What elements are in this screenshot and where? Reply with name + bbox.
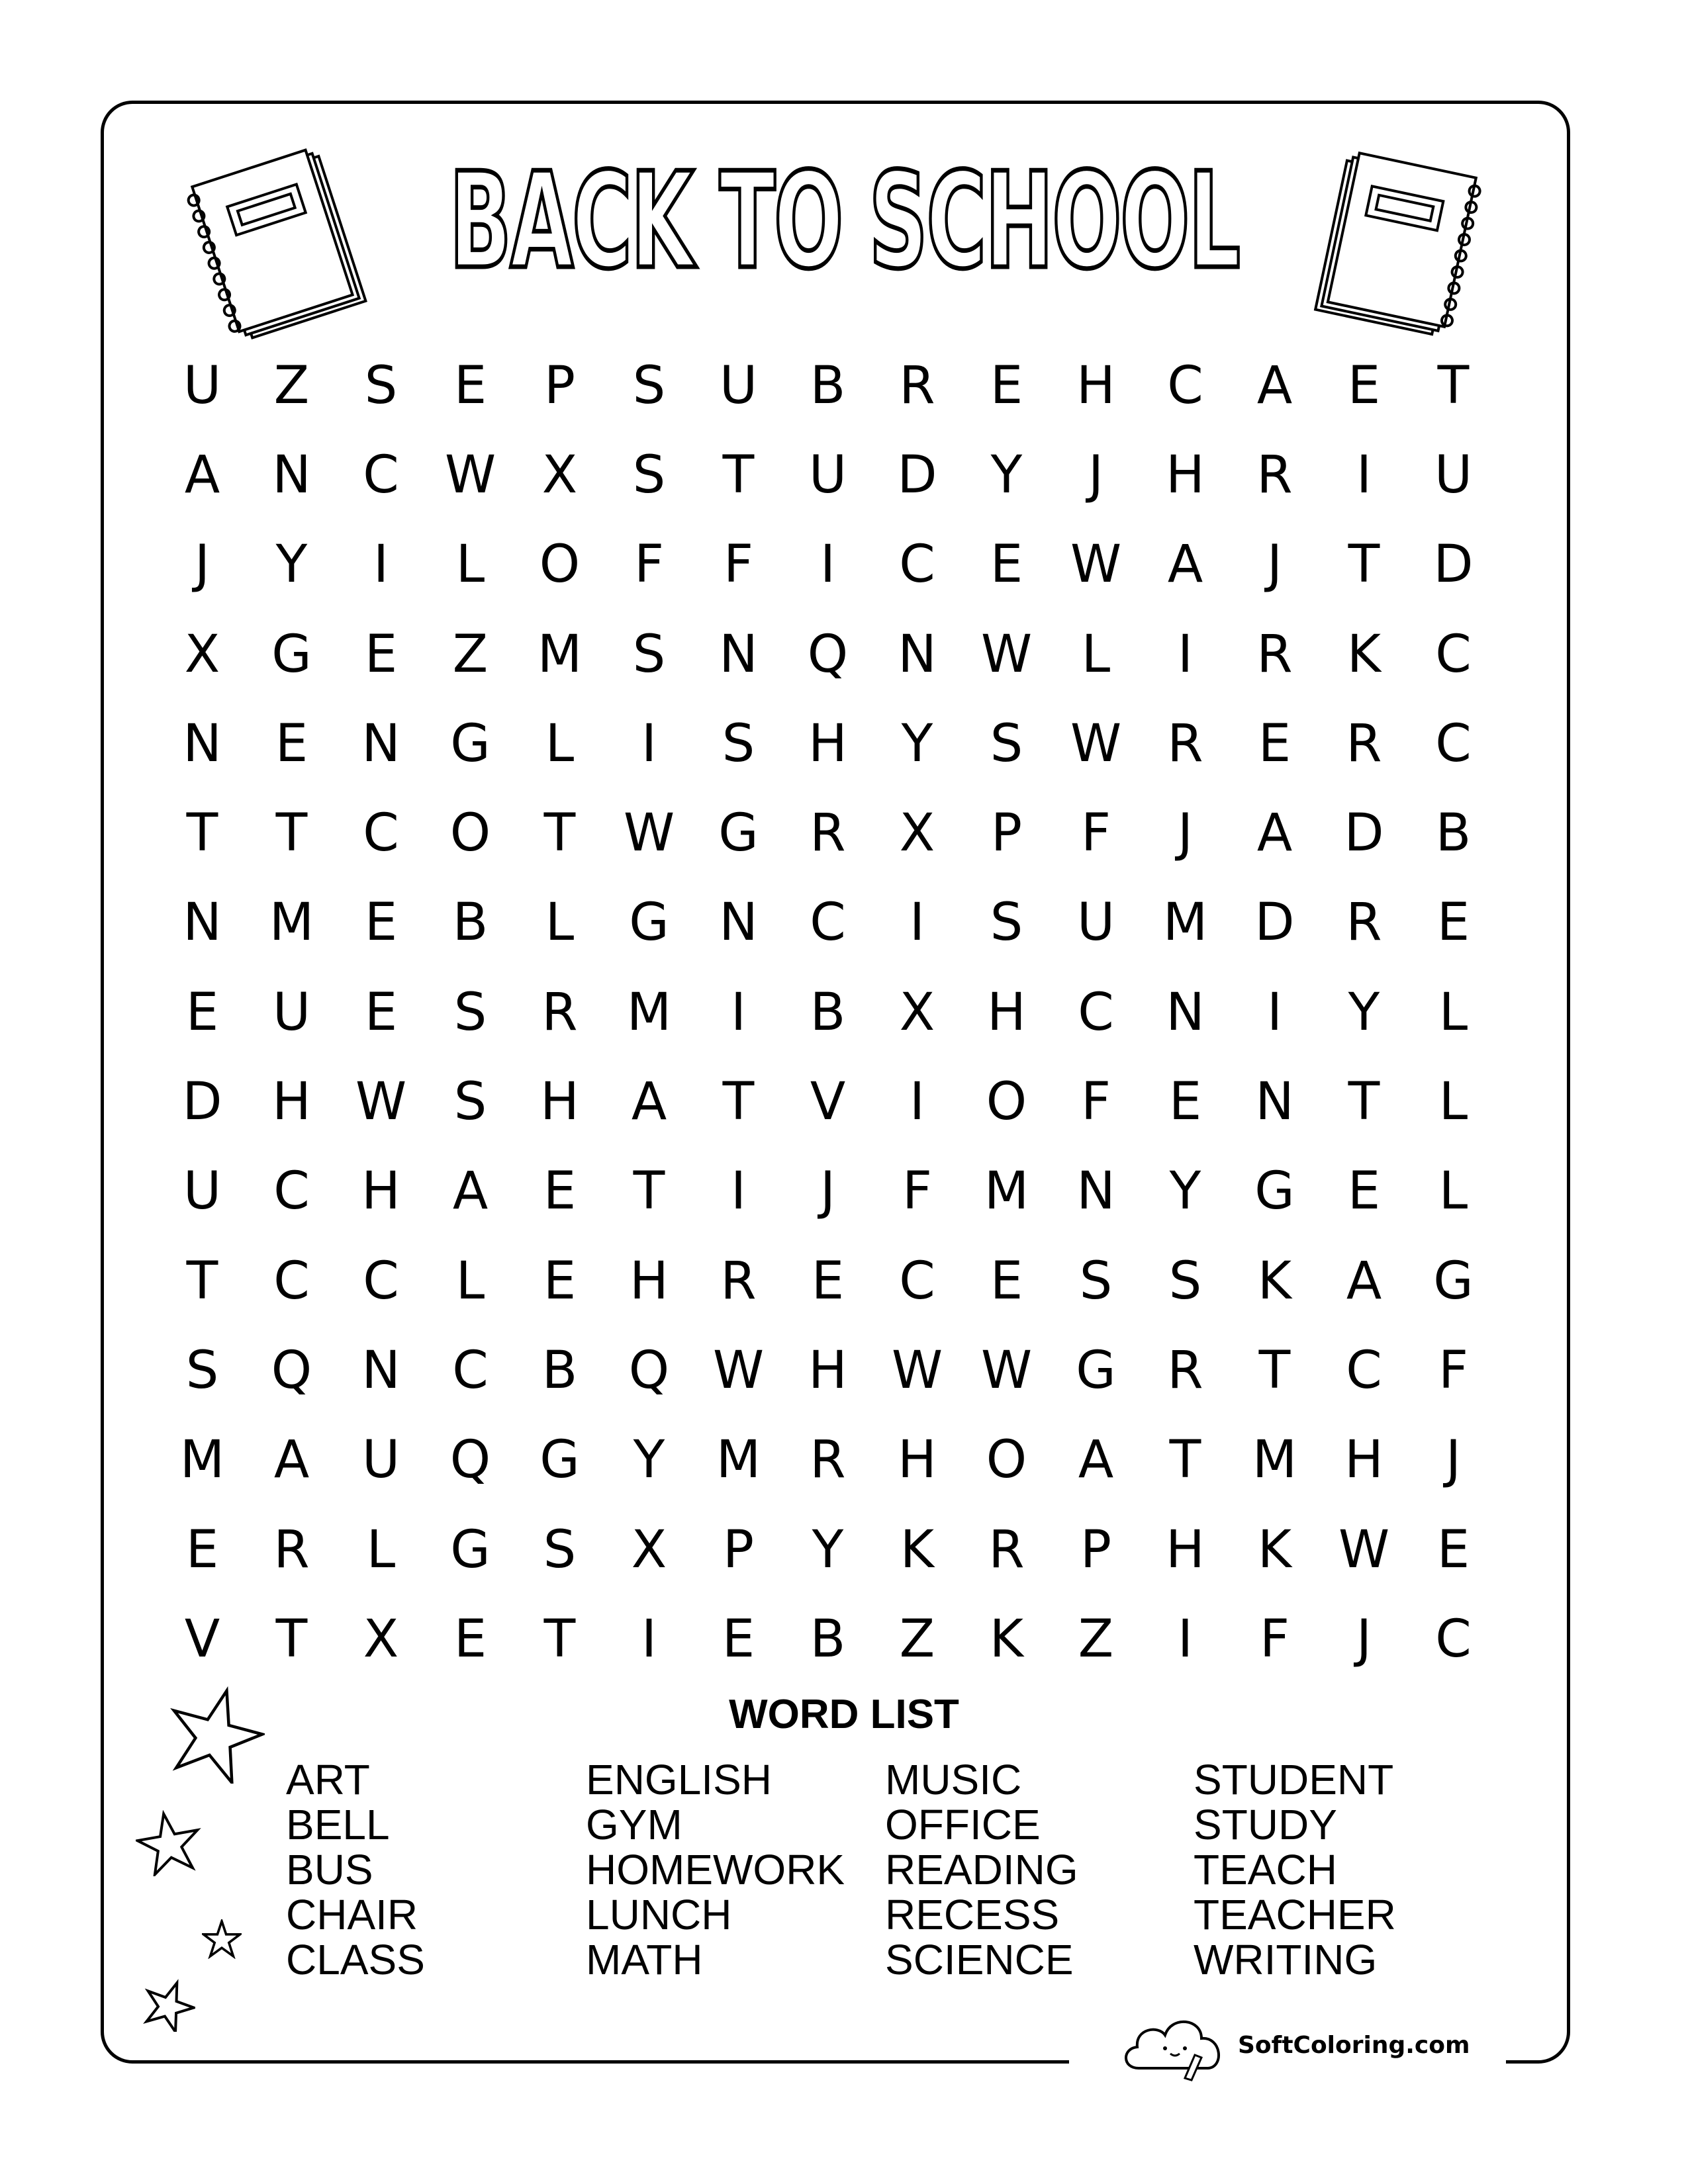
grid-letter: B bbox=[1435, 803, 1472, 864]
grid-letter: H bbox=[361, 1161, 400, 1222]
grid-letter: U bbox=[272, 982, 311, 1042]
grid-letter: J bbox=[1088, 445, 1103, 505]
grid-letter: G bbox=[450, 1520, 491, 1580]
grid-letter: Y bbox=[812, 1520, 844, 1580]
grid-letter: T bbox=[186, 1251, 218, 1311]
grid-letter: N bbox=[1076, 1161, 1115, 1222]
grid-letter: P bbox=[543, 355, 576, 416]
grid-letter: R bbox=[541, 982, 578, 1042]
grid-letter: W bbox=[355, 1072, 407, 1132]
grid-letter: Y bbox=[1348, 982, 1380, 1042]
grid-letter: D bbox=[1344, 803, 1384, 864]
grid-letter: E bbox=[543, 1161, 577, 1222]
grid-letter: E bbox=[185, 982, 219, 1042]
grid-letter: A bbox=[1256, 355, 1293, 416]
grid-letter: C bbox=[899, 1251, 935, 1311]
grid-letter: L bbox=[455, 1251, 485, 1311]
grid-letter: P bbox=[990, 803, 1023, 864]
grid-letter: L bbox=[455, 535, 485, 595]
logo-text: SoftColoring.com bbox=[1238, 2031, 1470, 2059]
grid-letter: X bbox=[899, 803, 935, 864]
grid-letter: E bbox=[1347, 1161, 1381, 1222]
grid-letter: T bbox=[543, 803, 576, 864]
grid-letter: F bbox=[1260, 1609, 1289, 1669]
grid-letter: B bbox=[452, 893, 489, 953]
grid-letter: R bbox=[1256, 445, 1293, 505]
grid-letter: D bbox=[1254, 893, 1295, 953]
grid-letter: A bbox=[1078, 1430, 1114, 1490]
grid-letter: G bbox=[271, 624, 312, 684]
grid-letter: L bbox=[1438, 1161, 1468, 1222]
grid-letter: T bbox=[275, 803, 308, 864]
grid-letter: D bbox=[897, 445, 937, 505]
grid-letter: N bbox=[719, 624, 758, 684]
word-item: GYM bbox=[586, 1801, 682, 1848]
grid-letter: O bbox=[449, 803, 491, 864]
grid-letter: R bbox=[1346, 893, 1382, 953]
word-item: TEACHER bbox=[1194, 1891, 1396, 1938]
grid-letter: A bbox=[184, 445, 220, 505]
word-item: WRITING bbox=[1194, 1936, 1378, 1983]
grid-letter: H bbox=[540, 1072, 579, 1132]
grid-letter: E bbox=[364, 982, 398, 1042]
grid-letter: J bbox=[820, 1161, 835, 1222]
grid-letter: L bbox=[545, 713, 575, 774]
grid-letter: Y bbox=[901, 713, 933, 774]
grid-letter: C bbox=[1435, 1609, 1472, 1669]
grid-letter: E bbox=[722, 1609, 755, 1669]
grid-letter: I bbox=[730, 1161, 746, 1222]
grid-letter: S bbox=[1168, 1251, 1202, 1311]
grid-letter: R bbox=[1167, 713, 1203, 774]
grid-letter: N bbox=[183, 893, 222, 953]
grid-letter: T bbox=[1348, 1072, 1380, 1132]
grid-letter: R bbox=[1346, 713, 1382, 774]
word-item: MUSIC bbox=[885, 1756, 1022, 1803]
grid-letter: M bbox=[626, 982, 672, 1042]
word-item: ENGLISH bbox=[586, 1756, 772, 1803]
grid-letter: H bbox=[1166, 1520, 1205, 1580]
cloud-pencil-icon bbox=[1119, 2009, 1231, 2081]
grid-letter: H bbox=[630, 1251, 669, 1311]
grid-letter: E bbox=[811, 1251, 845, 1311]
grid-letter: M bbox=[1252, 1430, 1297, 1490]
grid-letter: P bbox=[722, 1520, 755, 1580]
grid-letter: L bbox=[545, 893, 575, 953]
grid-letter: H bbox=[1166, 445, 1205, 505]
grid-letter: N bbox=[361, 713, 400, 774]
grid-letter: G bbox=[450, 713, 491, 774]
grid-letter: S bbox=[1079, 1251, 1113, 1311]
grid-letter: U bbox=[808, 445, 847, 505]
grid-letter: T bbox=[1348, 535, 1380, 595]
grid-letter: N bbox=[719, 893, 758, 953]
grid-letter: I bbox=[909, 893, 925, 953]
grid-letter: T bbox=[1437, 355, 1470, 416]
grid-letter: N bbox=[361, 1340, 400, 1400]
grid-letter: N bbox=[272, 445, 311, 505]
grid-letter: L bbox=[1438, 982, 1468, 1042]
grid-letter: C bbox=[273, 1161, 310, 1222]
grid-letter: W bbox=[1070, 713, 1122, 774]
word-item: RECESS bbox=[885, 1891, 1060, 1938]
grid-letter: I bbox=[641, 1609, 657, 1669]
grid-letter: U bbox=[719, 355, 758, 416]
grid-letter: D bbox=[182, 1072, 222, 1132]
grid-letter: Y bbox=[990, 445, 1023, 505]
grid-letter: I bbox=[820, 535, 835, 595]
grid-letter: C bbox=[899, 535, 935, 595]
grid-letter: I bbox=[730, 982, 746, 1042]
grid-letter: Z bbox=[1078, 1609, 1114, 1669]
grid-letter: R bbox=[720, 1251, 757, 1311]
grid-letter: I bbox=[641, 713, 657, 774]
grid-letter: E bbox=[453, 1609, 487, 1669]
grid-letter: G bbox=[1433, 1251, 1474, 1311]
grid-letter: E bbox=[453, 355, 487, 416]
grid-letter: U bbox=[1434, 445, 1473, 505]
grid-letter: R bbox=[1167, 1340, 1203, 1400]
grid-letter: Y bbox=[633, 1430, 665, 1490]
grid-letter: M bbox=[537, 624, 583, 684]
grid-letter: S bbox=[990, 713, 1023, 774]
grid-letter: A bbox=[1256, 803, 1293, 864]
grid-letter: F bbox=[1081, 1072, 1111, 1132]
grid-letter: S bbox=[632, 355, 666, 416]
grid-letter: G bbox=[1254, 1161, 1295, 1222]
grid-letter: B bbox=[810, 982, 846, 1042]
grid-letter: R bbox=[988, 1520, 1025, 1580]
grid-letter: I bbox=[909, 1072, 925, 1132]
grid-letter: F bbox=[902, 1161, 932, 1222]
grid-letter: X bbox=[631, 1520, 667, 1580]
grid-letter: C bbox=[1435, 624, 1472, 684]
word-item: TEACH bbox=[1194, 1846, 1337, 1893]
grid-letter: C bbox=[1346, 1340, 1382, 1400]
grid-letter: W bbox=[980, 624, 1033, 684]
grid-letter: V bbox=[184, 1609, 220, 1669]
word-item: OFFICE bbox=[885, 1801, 1041, 1848]
grid-letter: B bbox=[541, 1340, 578, 1400]
grid-letter: J bbox=[1177, 803, 1193, 864]
grid-letter: I bbox=[1177, 624, 1193, 684]
grid-letter: I bbox=[373, 535, 389, 595]
grid-letter: M bbox=[179, 1430, 225, 1490]
grid-letter: L bbox=[1081, 624, 1111, 684]
grid-letter: N bbox=[1255, 1072, 1294, 1132]
grid-letter: T bbox=[722, 1072, 755, 1132]
grid-letter: S bbox=[453, 1072, 487, 1132]
word-item: STUDY bbox=[1194, 1801, 1337, 1848]
grid-letter: N bbox=[1166, 982, 1205, 1042]
word-item: READING bbox=[885, 1846, 1078, 1893]
grid-letter: H bbox=[1344, 1430, 1383, 1490]
grid-letter: H bbox=[1076, 355, 1115, 416]
grid-letter: E bbox=[364, 624, 398, 684]
grid-letter: E bbox=[275, 713, 308, 774]
word-list-column bbox=[885, 1757, 1078, 1982]
grid-letter: E bbox=[185, 1520, 219, 1580]
site-logo bbox=[1119, 2009, 1470, 2081]
grid-letter: W bbox=[1070, 535, 1122, 595]
word-item: LUNCH bbox=[586, 1891, 732, 1938]
grid-letter: H bbox=[808, 713, 847, 774]
grid-letter: S bbox=[632, 445, 666, 505]
grid-letter: L bbox=[1438, 1072, 1468, 1132]
grid-letter: U bbox=[183, 1161, 222, 1222]
grid-letter: E bbox=[990, 1251, 1023, 1311]
grid-letter: R bbox=[899, 355, 935, 416]
grid-letter: Y bbox=[275, 535, 308, 595]
grid-letter: W bbox=[712, 1340, 765, 1400]
grid-letter: C bbox=[810, 893, 846, 953]
grid-letter: X bbox=[363, 1609, 399, 1669]
grid-letter: E bbox=[990, 535, 1023, 595]
word-item: BUS bbox=[286, 1846, 373, 1893]
grid-letter: W bbox=[444, 445, 496, 505]
grid-letter: C bbox=[273, 1251, 310, 1311]
grid-letter: T bbox=[543, 1609, 576, 1669]
grid-letter: R bbox=[810, 1430, 846, 1490]
grid-letter: G bbox=[629, 893, 669, 953]
grid-letter: H bbox=[987, 982, 1026, 1042]
grid-letter: H bbox=[808, 1340, 847, 1400]
grid-letter: M bbox=[1162, 893, 1208, 953]
grid-letter: X bbox=[184, 624, 220, 684]
grid-letter: S bbox=[543, 1520, 577, 1580]
grid-letter: N bbox=[898, 624, 937, 684]
grid-letter: T bbox=[186, 803, 218, 864]
grid-letter: G bbox=[1076, 1340, 1116, 1400]
grid-letter: A bbox=[631, 1072, 667, 1132]
grid-letter: M bbox=[269, 893, 314, 953]
grid-letter: M bbox=[716, 1430, 761, 1490]
grid-letter: S bbox=[722, 713, 755, 774]
grid-letter: D bbox=[1433, 535, 1474, 595]
word-item: STUDENT bbox=[1194, 1756, 1394, 1803]
grid-letter: C bbox=[1435, 713, 1472, 774]
grid-letter: W bbox=[891, 1340, 943, 1400]
grid-letter: U bbox=[1076, 893, 1115, 953]
grid-letter: N bbox=[183, 713, 222, 774]
grid-letter: C bbox=[1078, 982, 1114, 1042]
word-list-heading: WORD LIST bbox=[729, 1692, 959, 1737]
grid-letter: E bbox=[364, 893, 398, 953]
grid-letter: W bbox=[1338, 1520, 1390, 1580]
grid-letter: X bbox=[541, 445, 578, 505]
grid-letter: J bbox=[1356, 1609, 1372, 1669]
word-item: MATH bbox=[586, 1936, 703, 1983]
grid-letter: E bbox=[1436, 893, 1470, 953]
grid-letter: A bbox=[273, 1430, 310, 1490]
grid-letter: T bbox=[275, 1609, 308, 1669]
grid-letter: Z bbox=[452, 624, 489, 684]
grid-letter: A bbox=[452, 1161, 489, 1222]
grid-letter: E bbox=[1436, 1520, 1470, 1580]
grid-letter: T bbox=[722, 445, 755, 505]
grid-letter: J bbox=[1445, 1430, 1461, 1490]
grid-letter: S bbox=[185, 1340, 219, 1400]
grid-letter: O bbox=[986, 1072, 1027, 1132]
grid-letter: C bbox=[363, 445, 399, 505]
star-icon bbox=[202, 1919, 242, 1959]
grid-letter: H bbox=[272, 1072, 311, 1132]
grid-letter: G bbox=[539, 1430, 580, 1490]
grid-letter: G bbox=[718, 803, 759, 864]
word-item: SCIENCE bbox=[885, 1936, 1074, 1983]
star-icon bbox=[142, 1979, 195, 2032]
grid-letter: Z bbox=[273, 355, 310, 416]
grid-letter: J bbox=[194, 535, 210, 595]
grid-letter: W bbox=[623, 803, 675, 864]
grid-letter: K bbox=[1346, 624, 1382, 684]
grid-letter: S bbox=[990, 893, 1023, 953]
grid-letter: F bbox=[1438, 1340, 1468, 1400]
grid-letter: C bbox=[363, 803, 399, 864]
grid-letter: S bbox=[364, 355, 398, 416]
grid-letter: T bbox=[1169, 1430, 1201, 1490]
grid-letter: S bbox=[453, 982, 487, 1042]
grid-letter: J bbox=[1266, 535, 1282, 595]
star-icon bbox=[136, 1810, 202, 1876]
grid-letter: K bbox=[900, 1520, 935, 1580]
word-list-column bbox=[286, 1757, 425, 1982]
grid-letter: A bbox=[1167, 535, 1203, 595]
grid-letter: K bbox=[989, 1609, 1024, 1669]
grid-letter: R bbox=[1256, 624, 1293, 684]
grid-letter: S bbox=[632, 624, 666, 684]
grid-letter: E bbox=[1258, 713, 1291, 774]
grid-letter: I bbox=[1356, 445, 1372, 505]
grid-letter: L bbox=[366, 1520, 396, 1580]
grid-letter: X bbox=[899, 982, 935, 1042]
grid-letter: Q bbox=[628, 1340, 670, 1400]
grid-letter: I bbox=[1177, 1609, 1193, 1669]
grid-letter: Z bbox=[899, 1609, 935, 1669]
grid-letter: R bbox=[273, 1520, 310, 1580]
grid-letter: H bbox=[898, 1430, 937, 1490]
grid-letter: B bbox=[810, 355, 846, 416]
grid-letter: E bbox=[990, 355, 1023, 416]
grid-letter: V bbox=[810, 1072, 846, 1132]
grid-letter: E bbox=[1168, 1072, 1202, 1132]
grid-letter: E bbox=[1347, 355, 1381, 416]
grid-letter: P bbox=[1080, 1520, 1112, 1580]
grid-letter: Q bbox=[449, 1430, 491, 1490]
word-item: ART bbox=[286, 1756, 370, 1803]
grid-letter: C bbox=[1167, 355, 1203, 416]
word-item: HOMEWORK bbox=[586, 1846, 845, 1893]
grid-letter: Q bbox=[271, 1340, 312, 1400]
grid-letter: Y bbox=[1169, 1161, 1201, 1222]
grid-letter: T bbox=[1258, 1340, 1291, 1400]
grid-letter: Q bbox=[807, 624, 849, 684]
grid-letter: T bbox=[633, 1161, 665, 1222]
grid-letter: M bbox=[984, 1161, 1029, 1222]
grid-letter: C bbox=[452, 1340, 489, 1400]
word-item: CLASS bbox=[286, 1936, 425, 1983]
grid-letter: B bbox=[810, 1609, 846, 1669]
word-item: CHAIR bbox=[286, 1891, 418, 1938]
grid-letter: U bbox=[183, 355, 222, 416]
word-list-column bbox=[1194, 1757, 1396, 1982]
grid-letter: R bbox=[810, 803, 846, 864]
grid-letter: I bbox=[1266, 982, 1282, 1042]
grid-letter: O bbox=[986, 1430, 1027, 1490]
grid-letter: W bbox=[980, 1340, 1033, 1400]
grid-letter: F bbox=[724, 535, 753, 595]
grid-letter: A bbox=[1346, 1251, 1382, 1311]
word-search-grid bbox=[158, 341, 1498, 1684]
grid-letter: C bbox=[363, 1251, 399, 1311]
grid-letter: E bbox=[543, 1251, 577, 1311]
grid-letter: K bbox=[1257, 1520, 1292, 1580]
page-title: BACK TO SCHOOL bbox=[449, 144, 1239, 298]
grid-letter: F bbox=[1081, 803, 1111, 864]
word-list-column bbox=[586, 1757, 845, 1982]
grid-letter: F bbox=[634, 535, 664, 595]
grid-letter: K bbox=[1257, 1251, 1292, 1311]
grid-letter: O bbox=[539, 535, 581, 595]
word-item: BELL bbox=[286, 1801, 390, 1848]
grid-letter: U bbox=[361, 1430, 400, 1490]
